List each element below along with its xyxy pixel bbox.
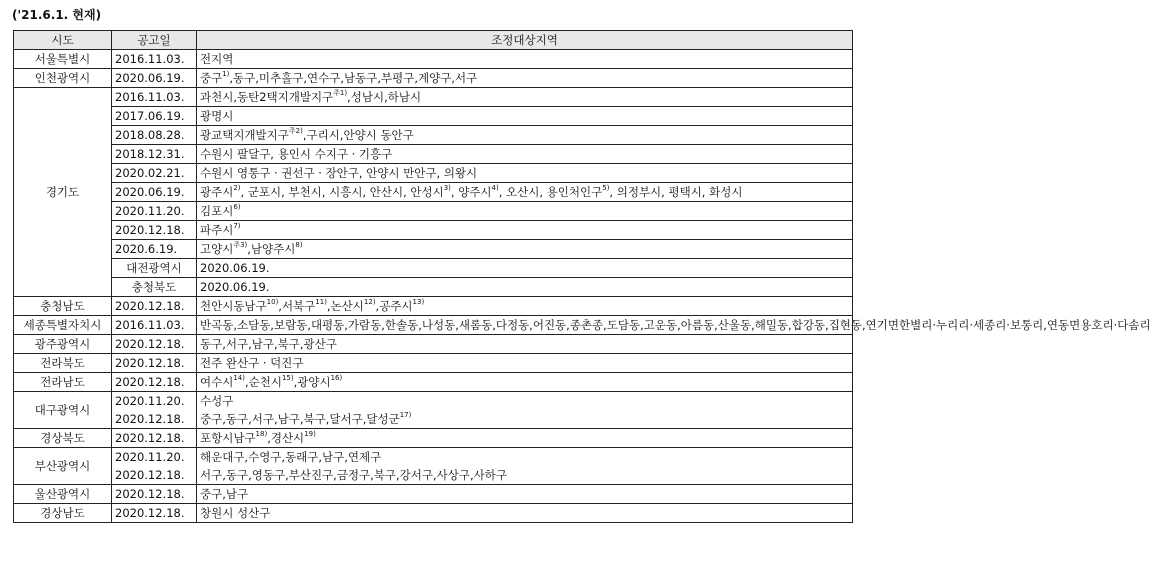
- region-text: 서구,동구,영동구,부산진구,금정구,북구,강서구,사상구,사하구: [200, 467, 507, 482]
- footnote-mark: 6): [233, 202, 241, 211]
- table-row: [14, 221, 853, 240]
- cell-sido: 울산광역시: [14, 485, 112, 504]
- cell-regions: [197, 183, 853, 202]
- region-text: 파주시: [200, 222, 234, 237]
- region-text: ,경산시: [267, 430, 305, 445]
- cell-regions: [197, 221, 853, 240]
- cell-regions: [197, 448, 853, 467]
- cell-sido: 인천광역시: [14, 69, 112, 88]
- cell-announcement-date: 2020.12.18.: [112, 504, 197, 523]
- footnote-mark: 주3): [233, 240, 248, 249]
- cell-regions: [197, 88, 853, 107]
- cell-sido: 부산광역시: [14, 448, 112, 485]
- region-text: 광교택지개발지구: [200, 127, 289, 142]
- table-row: [14, 316, 853, 335]
- table-row: [14, 259, 853, 278]
- cell-announcement-date: 2020.02.21.: [112, 164, 197, 183]
- cell-announcement-date: 2020.12.18.: [112, 373, 197, 392]
- region-text: 전지역: [200, 51, 234, 66]
- footnote-mark: 1): [222, 69, 230, 78]
- region-text: ,구리시,안양시 동안구: [302, 127, 414, 142]
- cell-regions: [197, 107, 853, 126]
- region-text: , 군포시, 부천시, 시흥시, 안산시, 안성시: [240, 184, 444, 199]
- cell-announcement-date: 2020.6.19.: [112, 240, 197, 259]
- cell-announcement-date: 2016.11.03.: [112, 50, 197, 69]
- region-text: , 의정부시, 평택시, 화성시: [609, 184, 743, 199]
- cell-sido: 서울특별시: [14, 50, 112, 69]
- region-text: 광주시: [200, 184, 234, 199]
- cell-announcement-date: 2018.12.31.: [112, 145, 197, 164]
- footnote-mark: 3): [443, 183, 451, 192]
- cell-announcement-date: 2020.12.18.: [112, 429, 197, 448]
- table-row: [14, 335, 853, 354]
- cell-regions: [197, 485, 853, 504]
- cell-regions: [197, 164, 853, 183]
- region-text: ,공주시: [375, 298, 413, 313]
- header-regions: 조정대상지역: [197, 31, 853, 50]
- region-text: 수원시 팔달구, 용인시 수지구 · 기흥구: [200, 146, 393, 161]
- region-text: ,동구,미추홀구,연수구,남동구,부평구,계양구,서구: [229, 70, 478, 85]
- cell-regions: [197, 410, 853, 429]
- table-caption: ('21.6.1. 현재): [12, 8, 102, 22]
- table-row: [14, 278, 853, 297]
- cell-regions: [197, 316, 1151, 335]
- region-text: ,성남시,하남시: [347, 89, 422, 104]
- cell-sido: 경상북도: [14, 429, 112, 448]
- footnote-mark: 11): [315, 297, 327, 306]
- footnote-mark: 10): [266, 297, 279, 306]
- table-row: [14, 69, 853, 88]
- cell-regions: [197, 429, 853, 448]
- table-row: [14, 466, 853, 485]
- footnote-mark: 5): [602, 183, 610, 192]
- cell-announcement-date: 2020.12.18.: [112, 354, 197, 373]
- footnote-mark: 16): [330, 373, 343, 382]
- cell-announcement-date: 2016.11.03.: [112, 316, 197, 335]
- cell-announcement-date: 2020.06.19.: [112, 69, 197, 88]
- region-text: 여수시: [200, 374, 234, 389]
- cell-regions: [197, 392, 853, 411]
- cell-regions: [197, 145, 853, 164]
- table-row: [14, 183, 853, 202]
- table-row: [14, 50, 853, 69]
- cell-announcement-date: 2020.06.19.: [197, 278, 853, 297]
- cell-announcement-date: 2016.11.03.: [112, 88, 197, 107]
- region-text: 고양시: [200, 241, 234, 256]
- cell-sido: 대구광역시: [14, 392, 112, 429]
- header-announcement-date: 공고일: [112, 31, 197, 50]
- cell-sido: 전라남도: [14, 373, 112, 392]
- cell-announcement-date: 2020.12.18.: [112, 297, 197, 316]
- cell-regions: [197, 69, 853, 88]
- region-text: 포항시남구: [200, 430, 256, 445]
- region-text: 해운대구,수영구,동래구,남구,연제구: [200, 449, 382, 464]
- cell-regions: [197, 240, 853, 259]
- table-header-row: [14, 31, 853, 50]
- table-row: [14, 485, 853, 504]
- footnote-mark: 17): [399, 410, 412, 419]
- region-text: 창원시 성산구: [200, 505, 271, 520]
- cell-sido: 충청북도: [112, 278, 197, 297]
- table-row: [14, 126, 853, 145]
- cell-announcement-date: 2020.11.20.: [112, 448, 197, 467]
- cell-announcement-date: 2020.12.18.: [112, 335, 197, 354]
- footnote-mark: 7): [233, 221, 241, 230]
- region-text: 동구,서구,남구,북구,광산구: [200, 336, 337, 351]
- cell-announcement-date: 2020.06.19.: [197, 259, 853, 278]
- region-text: , 양주시: [450, 184, 492, 199]
- cell-regions: [197, 202, 853, 221]
- table-row: [14, 202, 853, 221]
- region-text: ,광양시: [293, 374, 331, 389]
- footnote-mark: 4): [491, 183, 499, 192]
- footnote-mark: 2): [233, 183, 241, 192]
- cell-regions: [197, 50, 853, 69]
- cell-announcement-date: 2020.06.19.: [112, 183, 197, 202]
- region-text: 중구,남구: [200, 486, 249, 501]
- cell-sido: 세종특별자치시: [14, 316, 112, 335]
- region-text: 중구: [200, 70, 223, 85]
- cell-regions: [197, 466, 853, 485]
- cell-announcement-date: 2020.11.20.: [112, 392, 197, 411]
- cell-sido: 경상남도: [14, 504, 112, 523]
- table-row: [14, 504, 853, 523]
- footnote-mark: 18): [255, 429, 268, 438]
- region-text: 전주 완산구 · 덕진구: [200, 355, 304, 370]
- region-text: 수성구: [200, 393, 234, 408]
- region-text: 광명시: [200, 108, 234, 123]
- footnote-mark: 19): [304, 429, 316, 438]
- table-row: [14, 164, 853, 183]
- table-row: [14, 429, 853, 448]
- table-row: [14, 392, 853, 411]
- table-row: [14, 373, 853, 392]
- table-row: [14, 107, 853, 126]
- cell-sido: 경기도: [14, 88, 112, 297]
- adjustment-area-table: [13, 30, 1151, 523]
- cell-regions: [197, 504, 853, 523]
- region-text: ,논산시: [326, 298, 364, 313]
- region-text: 천안시동남구: [200, 298, 267, 313]
- table-row: [14, 354, 853, 373]
- region-text: 중구,동구,서구,남구,북구,달서구,달성군: [200, 411, 400, 426]
- header-sido: 시도: [14, 31, 112, 50]
- table-row: [14, 297, 853, 316]
- cell-announcement-date: 2018.08.28.: [112, 126, 197, 145]
- table-body: [14, 50, 1151, 523]
- cell-sido: 광주광역시: [14, 335, 112, 354]
- footnote-mark: 14): [233, 373, 245, 382]
- cell-announcement-date: 2020.12.18.: [112, 466, 197, 485]
- cell-regions: [197, 126, 853, 145]
- cell-sido: 충청남도: [14, 297, 112, 316]
- region-text: 김포시: [200, 203, 234, 218]
- table-row: [14, 240, 853, 259]
- cell-regions: [197, 354, 853, 373]
- region-text: ,서북구: [278, 298, 316, 313]
- footnote-mark: 8): [295, 240, 303, 249]
- cell-regions: [197, 297, 853, 316]
- table-row: [14, 88, 853, 107]
- table-row: [14, 145, 853, 164]
- cell-sido: 대전광역시: [112, 259, 197, 278]
- footnote-mark: 12): [363, 297, 376, 306]
- cell-announcement-date: 2020.12.18.: [112, 221, 197, 240]
- table-row: [14, 410, 853, 429]
- cell-announcement-date: 2020.12.18.: [112, 485, 197, 504]
- cell-announcement-date: 2020.12.18.: [112, 410, 197, 429]
- cell-announcement-date: 2017.06.19.: [112, 107, 197, 126]
- cell-announcement-date: 2020.11.20.: [112, 202, 197, 221]
- region-text: 반곡동,소담동,보람동,대평동,가람동,한솔동,나성동,새롬동,다정동,어진동,종촌종,도담동,고운동,아름동,산울동,해밀동,합강동,집현동,연기면한별리·누리리·세종리·보통리,연동면용호리·다솜리: [200, 317, 1151, 332]
- cell-regions: [197, 335, 853, 354]
- footnote-mark: 13): [412, 297, 425, 306]
- table-row: [14, 448, 853, 467]
- footnote-mark: 15): [281, 373, 294, 382]
- region-text: , 오산시, 용인처인구: [498, 184, 603, 199]
- footnote-mark: 주1): [333, 88, 348, 97]
- region-text: ,남양주시: [247, 241, 296, 256]
- cell-sido: 전라북도: [14, 354, 112, 373]
- footnote-mark: 주2): [288, 126, 303, 135]
- region-text: 과천시,동탄2택지개발지구: [200, 89, 334, 104]
- cell-regions: [197, 373, 853, 392]
- region-text: ,순천시: [244, 374, 282, 389]
- region-text: 수원시 영통구 · 권선구 · 장안구, 안양시 만안구, 의왕시: [200, 165, 478, 180]
